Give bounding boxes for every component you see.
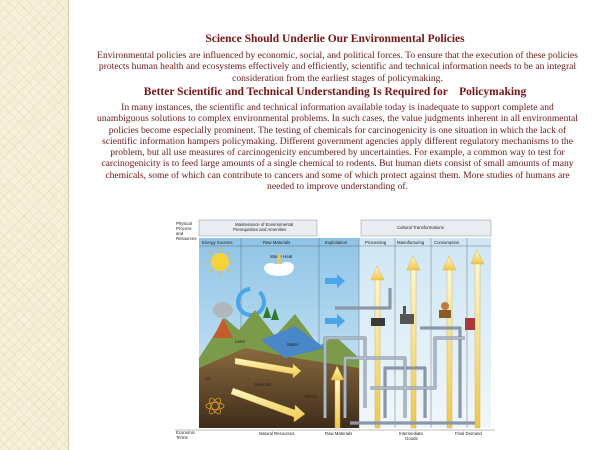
environment-cycle-diagram	[175, 218, 495, 442]
economic-terms-line1: Economic	[176, 430, 195, 435]
column-processing: Processing	[365, 240, 387, 245]
land-label: Land	[235, 339, 245, 344]
column-manufacturing: Manufacturing	[397, 240, 425, 245]
column-energy-sources: Energy Sources	[202, 240, 233, 245]
decorative-side-band	[0, 0, 68, 450]
minerals-label: Minerals	[255, 382, 272, 387]
maintenance-header-line1: Maintenance of Environmental	[235, 222, 294, 227]
bottom-intermediate: Intermediate	[399, 431, 423, 436]
water-label: Water	[287, 342, 299, 347]
bottom-raw-materials: Raw Materials	[325, 431, 353, 436]
volcano-smoke	[213, 302, 233, 318]
svg-text:Physical: Physical	[176, 221, 193, 226]
economic-terms-line2: Terms	[176, 435, 188, 440]
maintenance-header-line2: Prerequisites and Amenities	[233, 227, 287, 232]
svg-text:Resources: Resources	[176, 236, 197, 241]
side-band-border	[68, 0, 69, 450]
svg-text:and: and	[176, 231, 184, 236]
waste-heat-label: Waste Heat	[270, 254, 293, 259]
column-consumption: Consumption	[434, 240, 460, 245]
paragraph-carcinogenicity: In many instances, the scientific and technical information available today is inadequate to support complete and unambiguous solutions to complex environmental problems. In such cases, the value judgments inherent in all environmental policies become especially prominent. The testing of chemicals for carcinogenicity is one situation in which the lack of scientific information hampers policymaking. Different government agencies apply different regulatory mechanisms to the problem, but all use measures of carcinogenicity encumbered by uncertainties. For example, a common way to test for carcinogenicity is to feed large amounts of a single chemical to rodents. But human diets consist of small amounts of many chemicals, some of which can contribute to cancers and some of which protect against them. More studies of humans are needed to improve understanding of.	[97, 102, 578, 193]
air-label: Air	[205, 376, 211, 381]
bottom-final-demand: Final Demand	[455, 431, 482, 436]
bottom-goods: Goods	[405, 436, 418, 441]
heading-better-understanding: Better Scientific and Technical Understanding Is Required for Policymaking	[143, 86, 527, 98]
column-exploitation: Exploitation	[325, 240, 348, 245]
column-raw-materials: Raw Materials	[263, 240, 291, 245]
heading-science-policies: Science Should Underlie Our Environmental Policies	[205, 33, 465, 45]
svg-text:Process: Process	[176, 226, 192, 231]
paragraph-environmental-policies: Environmental policies are influenced by economic, social, and political forces. To ensure that the execution of these policies protects human health and ecosystems effectively and efficiently, scientific and technical information needs to be an integral consideration from the earliest stages of policymaking.	[97, 50, 578, 84]
bottom-natural-resources: Natural Resources	[259, 431, 295, 436]
cultural-header-text: Cultural Transformations	[397, 225, 444, 230]
rocks-label: Rocks	[305, 394, 317, 399]
cloud-icon	[264, 262, 294, 276]
